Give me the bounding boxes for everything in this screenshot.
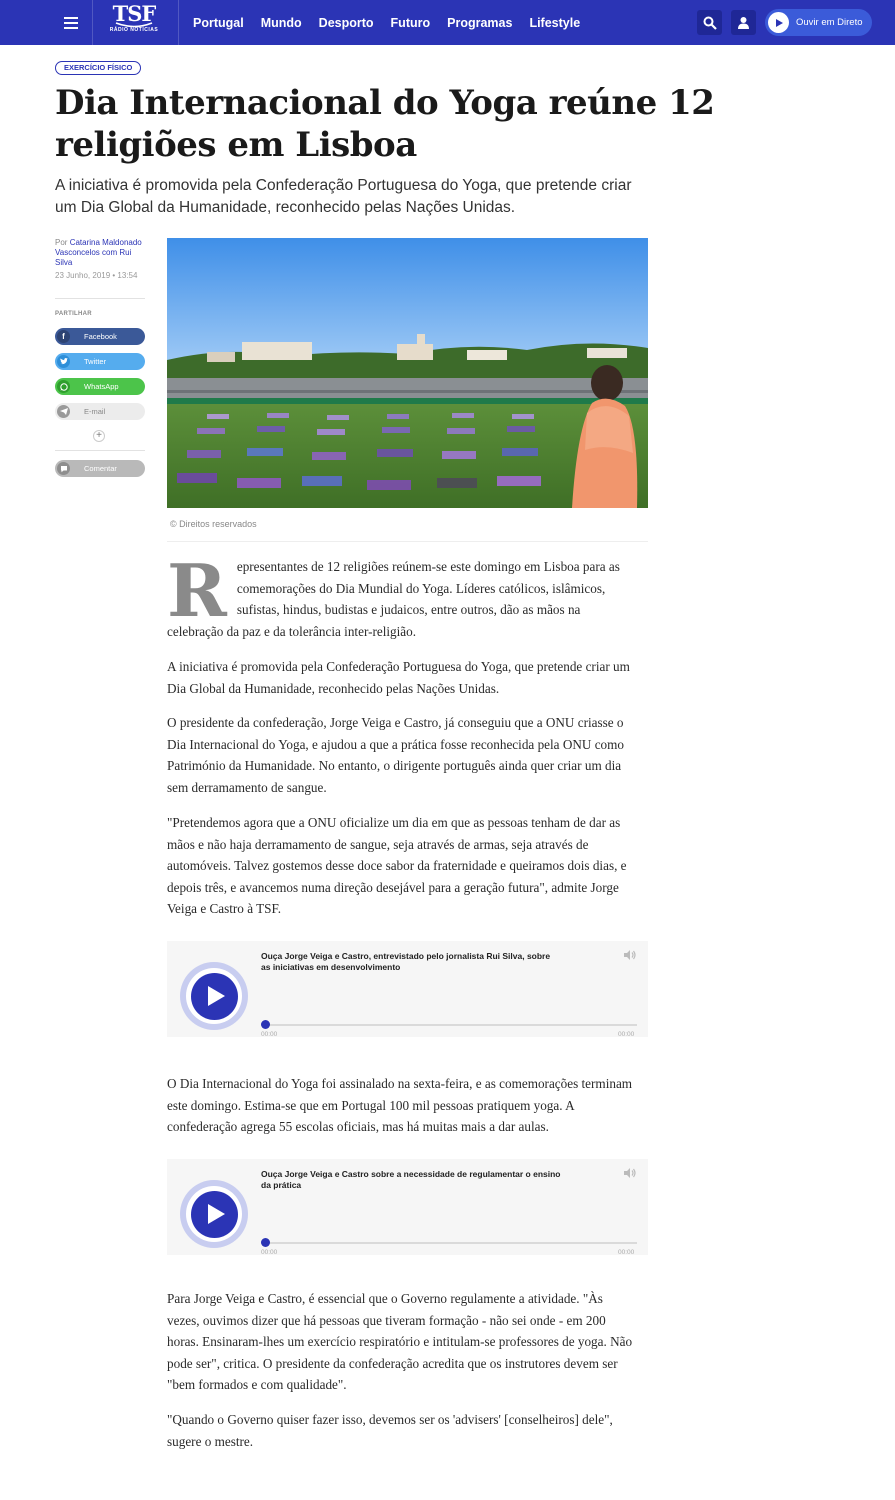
share-twitter-button[interactable] [55,353,145,370]
article-hero-image[interactable] [167,238,648,508]
caption-divider [167,541,648,542]
author-link[interactable]: Catarina Maldonado Vasconcelos com Rui Silva [55,238,142,267]
comment-button[interactable] [55,460,145,477]
more-share-button[interactable]: + [93,430,105,442]
search-button[interactable] [697,10,722,35]
twitter-icon [57,355,70,368]
share-email-button[interactable] [55,403,145,420]
logo-subtext: RÁDIO NOTÍCIAS [109,27,159,33]
nav-item-portugal[interactable]: Portugal [193,15,244,30]
audio-current-time: 00:00 [261,1249,278,1256]
article-paragraph-1 [167,548,637,642]
listen-live-button[interactable] [765,9,872,36]
share-whatsapp-label: WhatsApp [84,382,119,391]
byline [55,238,145,281]
audio-play-button[interactable] [180,962,248,1030]
article-paragraph-2: A iniciativa é promovida pela Confederação Portuguesa do Yoga, que pretende criar um Dia Global da Humanidade, reconhecido pelas Nações Unidas. [167,659,630,696]
category-tag[interactable]: EXERCÍCIO FÍSICO [55,61,141,75]
listen-live-label: Ouvir em Direto [796,17,863,28]
audio-duration: 00:00 [618,1249,635,1256]
paper-plane-icon [57,405,70,418]
audio-current-time: 00:00 [261,1031,278,1038]
nav-item-desporto[interactable]: Desporto [318,15,374,30]
nav-item-programas[interactable]: Programas [447,15,513,30]
play-icon [768,12,789,33]
article-headline: Dia Internacional do Yoga reúne 12 religiões em Lisboa [55,83,715,165]
sidebar-divider [55,298,145,299]
sidebar-divider [55,450,145,451]
image-caption: © Direitos reservados [170,519,257,529]
audio-title: Ouça Jorge Veiga e Castro sobre a necessidade de regulamentar o ensino da prática [261,1169,561,1190]
byline-prefix: Por [55,238,68,247]
main-nav [193,0,580,45]
share-label: PARTILHAR [55,311,92,317]
article-paragraph-5: O Dia Internacional do Yoga foi assinalado na sexta-feira, e as comemorações terminam este domingo. Estima-se que em Portugal 100 mil pessoas pratiquem yoga. A confederação agrega 55 escolas oficiais, mas há muitas mais a dar aulas. [167,1076,633,1134]
article-paragraph-7: "Quando o Governo quiser fazer isso, devemos ser os 'advisers' [conselheiros] dele", sugere o mestre. [167,1412,613,1449]
share-facebook-button[interactable] [55,328,145,345]
facebook-icon: f [57,330,70,343]
article-lead: A iniciativa é promovida pela Confederação Portuguesa do Yoga, que pretende criar um Dia Global da Humanidade, reconhecido pelas Nações Unidas. [55,177,632,216]
share-twitter-label: Twitter [84,357,107,366]
audio-title: Ouça Jorge Veiga e Castro, entrevistado pelo jornalista Rui Silva, sobre as iniciativas em desenvolvimento [261,951,551,972]
paragraph-1-text: epresentantes de 12 religiões reúnem-se este domingo em Lisboa para as comemorações do Dia Mundial do Yoga. Líderes católicos, islâmicos, sufistas, hindus, budistas e judaicos, entre outros, dão as mãos na celebração da paz e da tolerância inter-religião. [167,559,620,639]
audio-progress-track[interactable] [261,1242,637,1244]
search-icon [703,16,717,30]
share-whatsapp-button[interactable] [55,378,145,395]
comment-icon [57,462,70,475]
article-paragraph-6: Para Jorge Veiga e Castro, é essencial que o Governo regulamente a atividade. "Às vezes, ouvimos dizer que há pessoas que tiveram formação - não sei onde - em 200 horas. Ensinaram-lhes um exercício respiratório e intitulam-se professores de yoga. Não pode ser", critica. O presidente da confederação acredita que os instrutores devem ser "bem formados e com qualidade". [167,1291,633,1392]
audio-progress-handle[interactable] [261,1020,270,1029]
play-icon [191,973,238,1020]
audio-duration: 00:00 [618,1031,635,1038]
menu-button[interactable] [0,0,93,45]
account-button[interactable] [731,10,756,35]
logo-divider [178,0,179,45]
audio-player [167,941,648,1037]
comment-label: Comentar [84,464,117,473]
top-navigation-bar [0,0,895,45]
article-paragraph-4: "Pretendemos agora que a ONU oficialize um dia em que as pessoas tenham de dar as mãos e não haja derramamento de sangue, seja através de armas, seja através de automóveis. Talvez gostemos desse doce sabor da fraternidade e queiramos dois dias, e depois três, e avancemos numa direção desejável para a geração futura", admite Jorge Veiga e Castro à TSF. [167,815,627,916]
dropcap-letter: R [167,548,227,633]
logo-text: TSF [112,1,156,26]
share-facebook-label: Facebook [84,332,117,341]
yoga-event-photo [167,238,648,508]
whatsapp-icon [57,380,70,393]
publish-date: 23 Junho, 2019 • 13:54 [55,271,138,280]
audio-player [167,1159,648,1255]
volume-icon[interactable] [623,1167,637,1179]
audio-progress-handle[interactable] [261,1238,270,1247]
nav-item-mundo[interactable]: Mundo [260,15,302,30]
article-paragraph-3: O presidente da confederação, Jorge Veiga e Castro, já conseguiu que a ONU criasse o Dia Internacional do Yoga, e ajudou a que a prática fosse reconhecida pela ONU como Património da Humanidade. No entanto, o dirigente português ainda quer criar um dia sem derramamento de sangue. [167,715,624,795]
nav-item-futuro[interactable]: Futuro [390,15,431,30]
nav-item-lifestyle[interactable]: Lifestyle [529,15,581,30]
audio-progress-track[interactable] [261,1024,637,1026]
audio-play-button[interactable] [180,1180,248,1248]
play-icon [191,1191,238,1238]
share-email-label: E-mail [84,407,106,416]
site-logo[interactable] [100,3,168,41]
hamburger-icon [64,17,78,29]
user-icon [737,16,750,29]
volume-icon[interactable] [623,949,637,961]
